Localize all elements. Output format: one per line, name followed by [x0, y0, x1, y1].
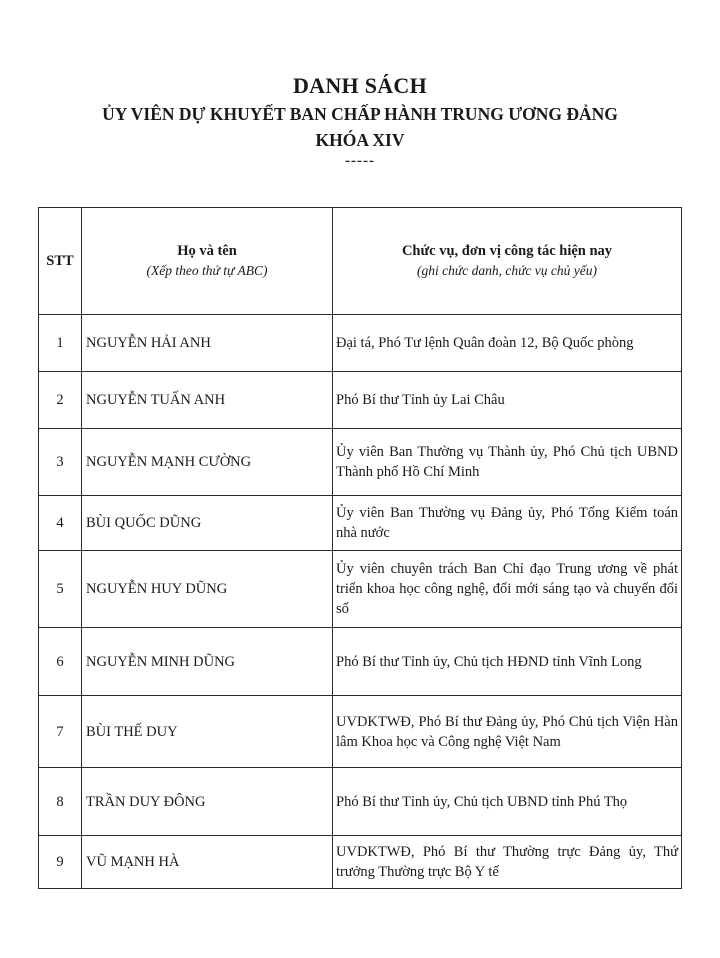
row-name: NGUYỄN HẢI ANH: [82, 315, 333, 372]
header-name: [82, 208, 333, 315]
row-position: Phó Bí thư Tỉnh ủy, Chủ tịch UBND tỉnh Phú Thọ: [333, 768, 682, 836]
table-row: [39, 628, 682, 696]
document-subtitle: ỦY VIÊN DỰ KHUYẾT BAN CHẤP HÀNH TRUNG ƯƠNG ĐẢNG: [102, 104, 618, 124]
row-position: Ủy viên Ban Thường vụ Đảng ủy, Phó Tổng Kiểm toán nhà nước: [333, 496, 682, 551]
table-row: [39, 315, 682, 372]
row-stt: 6: [39, 628, 82, 696]
table-row: [39, 551, 682, 628]
table-row: [39, 429, 682, 496]
row-position: Phó Bí thư Tỉnh ủy, Chủ tịch HĐND tỉnh Vĩnh Long: [333, 628, 682, 696]
document-term: KHÓA XIV: [315, 130, 405, 150]
row-position: UVDKTWĐ, Phó Bí thư Đảng ủy, Phó Chủ tịch Viện Hàn lâm Khoa học và Công nghệ Việt Nam: [333, 696, 682, 768]
row-position: Phó Bí thư Tỉnh ủy Lai Châu: [333, 372, 682, 429]
document-title: DANH SÁCH: [292, 73, 428, 98]
table-row: [39, 696, 682, 768]
row-name: NGUYỄN MINH DŨNG: [82, 628, 333, 696]
header-position-label: Chức vụ, đơn vị công tác hiện nay: [401, 243, 613, 259]
row-stt: 3: [39, 429, 82, 496]
row-name: VŨ MẠNH HÀ: [82, 836, 333, 889]
row-position: Ủy viên chuyên trách Ban Chỉ đạo Trung ương về phát triển khoa học công nghệ, đổi mới sáng tạo và chuyển đổi số: [333, 551, 682, 628]
row-stt: 9: [39, 836, 82, 889]
table-row: [39, 768, 682, 836]
row-stt: 1: [39, 315, 82, 372]
title-separator: -----: [345, 153, 375, 169]
header-position: [333, 208, 682, 315]
row-name: NGUYỄN TUẤN ANH: [82, 372, 333, 429]
row-position: Ủy viên Ban Thường vụ Thành ủy, Phó Chủ tịch UBND Thành phố Hồ Chí Minh: [333, 429, 682, 496]
header-name-note: (Xếp theo thứ tự ABC): [146, 263, 268, 278]
members-table: [38, 207, 682, 889]
header-stt-label: STT: [46, 253, 74, 269]
table-header-row: [39, 208, 682, 315]
row-stt: 4: [39, 496, 82, 551]
header-stt: [39, 208, 82, 315]
row-stt: 7: [39, 696, 82, 768]
row-stt: 2: [39, 372, 82, 429]
row-stt: 8: [39, 768, 82, 836]
row-name: NGUYỄN MẠNH CƯỜNG: [82, 429, 333, 496]
header-position-note: (ghi chức danh, chức vụ chủ yếu): [416, 263, 598, 278]
table-row: [39, 836, 682, 889]
row-name: TRẦN DUY ĐÔNG: [82, 768, 333, 836]
row-stt: 5: [39, 551, 82, 628]
row-name: NGUYỄN HUY DŨNG: [82, 551, 333, 628]
row-position: UVDKTWĐ, Phó Bí thư Thường trực Đảng ủy, Thứ trưởng Thường trực Bộ Y tế: [333, 836, 682, 889]
row-name: BÙI THẾ DUY: [82, 696, 333, 768]
table-row: [39, 496, 682, 551]
table-row: [39, 372, 682, 429]
row-position: Đại tá, Phó Tư lệnh Quân đoàn 12, Bộ Quốc phòng: [333, 315, 682, 372]
row-name: BÙI QUỐC DŨNG: [82, 496, 333, 551]
title-block: [0, 72, 720, 168]
header-name-label: Họ và tên: [177, 243, 237, 259]
